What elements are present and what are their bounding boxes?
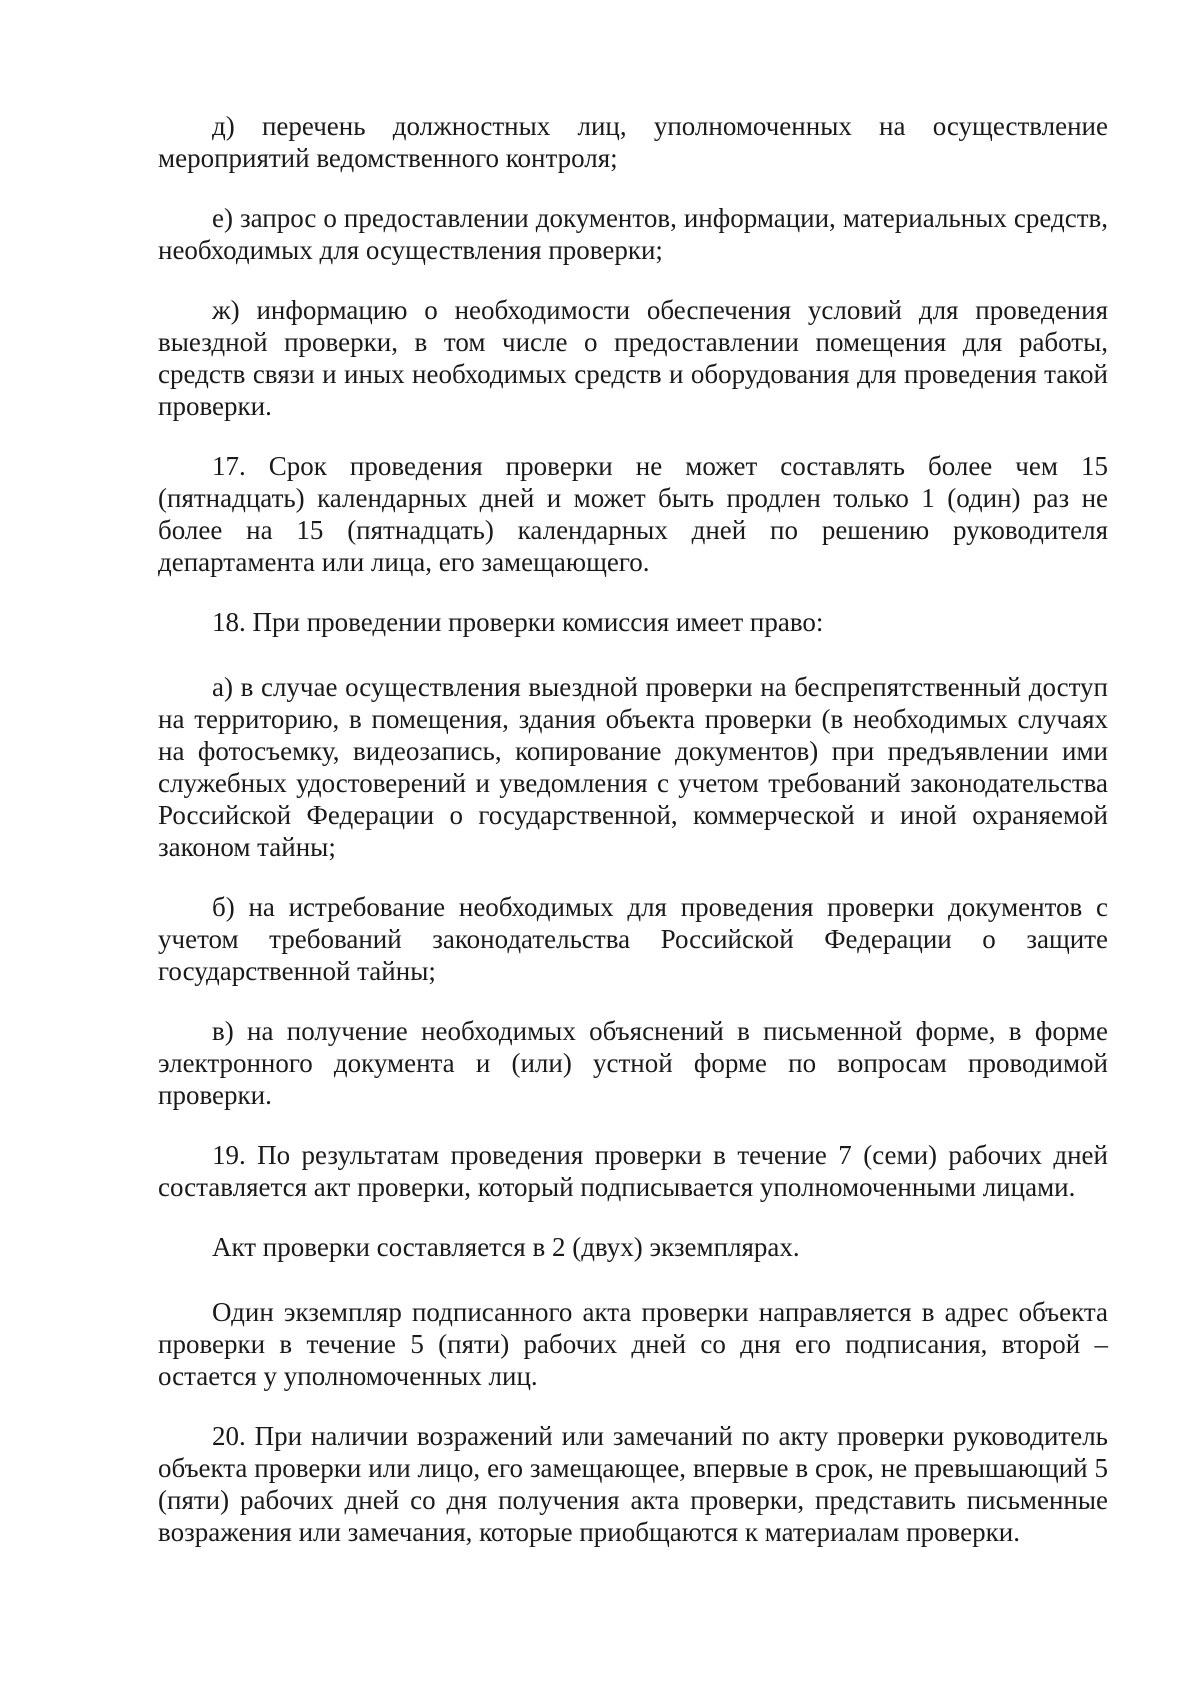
paragraph-20: 20. При наличии возражений или замечаний по акту проверки руководитель объекта проверки или лицо, его замещающее, впервые в срок, не превышающий 5 (пяти) рабочих дней со дня получения акта проверки, представить письменные возражения или замечания, которые приобщаются к материалам проверки. [158, 1421, 1108, 1547]
paragraph-zh: ж) информацию о необходимости обеспечения условий для проведения выездной проверки, в том числе о предоставлении помещения для работы, средств связи и иных необходимых средств и оборудования для проведения такой проверки. [158, 295, 1108, 421]
paragraph-19: 19. По результатам проведения проверки в течение 7 (семи) рабочих дней составляется акт проверки, который подписывается уполномоченными лицами. [158, 1140, 1108, 1202]
paragraph-18-b: б) на истребование необходимых для проведения проверки документов с учетом требований законодательства Российской Федерации о защите государственной тайны; [158, 892, 1108, 986]
paragraph-18-v: в) на получение необходимых объяснений в письменной форме, в форме электронного документа и (или) устной форме по вопросам проводимой проверки. [158, 1016, 1108, 1110]
paragraph-17: 17. Срок проведения проверки не может составлять более чем 15 (пятнадцать) календарных дней и может быть продлен только 1 (один) раз не более на 15 (пятнадцать) календарных дней по решению руководителя департамента или лица, его замещающего. [158, 451, 1108, 577]
paragraph-act-copies: Акт проверки составляется в 2 (двух) экземплярах. [212, 1232, 800, 1262]
paragraph-e: е) запрос о предоставлении документов, информации, материальных средств, необходимых для осуществления проверки; [158, 203, 1108, 265]
document-body [158, 110, 1108, 1576]
paragraph-18-a: а) в случае осуществления выездной проверки на беспрепятственный доступ на территорию, в помещения, здания объекта проверки (в необходимых случаях на фотосъемку, видеозапись, копирование документов) при предъявлении ими служебных удостоверений и уведомления с учетом требований законодательства Российской Федерации о государственной, коммерческой и иной охраняемой законом тайны; [158, 672, 1108, 862]
paragraph-act-copy-sent: Один экземпляр подписанного акта проверки направляется в адрес объекта проверки в течение 5 (пяти) рабочих дней со дня его подписания, второй – остается у уполномоченных лиц. [158, 1297, 1108, 1391]
paragraph-18: 18. При проведении проверки комиссия имеет право: [212, 607, 824, 637]
paragraph-d: д) перечень должностных лиц, уполномоченных на осуществление мероприятий ведомственного контроля; [158, 111, 1108, 173]
